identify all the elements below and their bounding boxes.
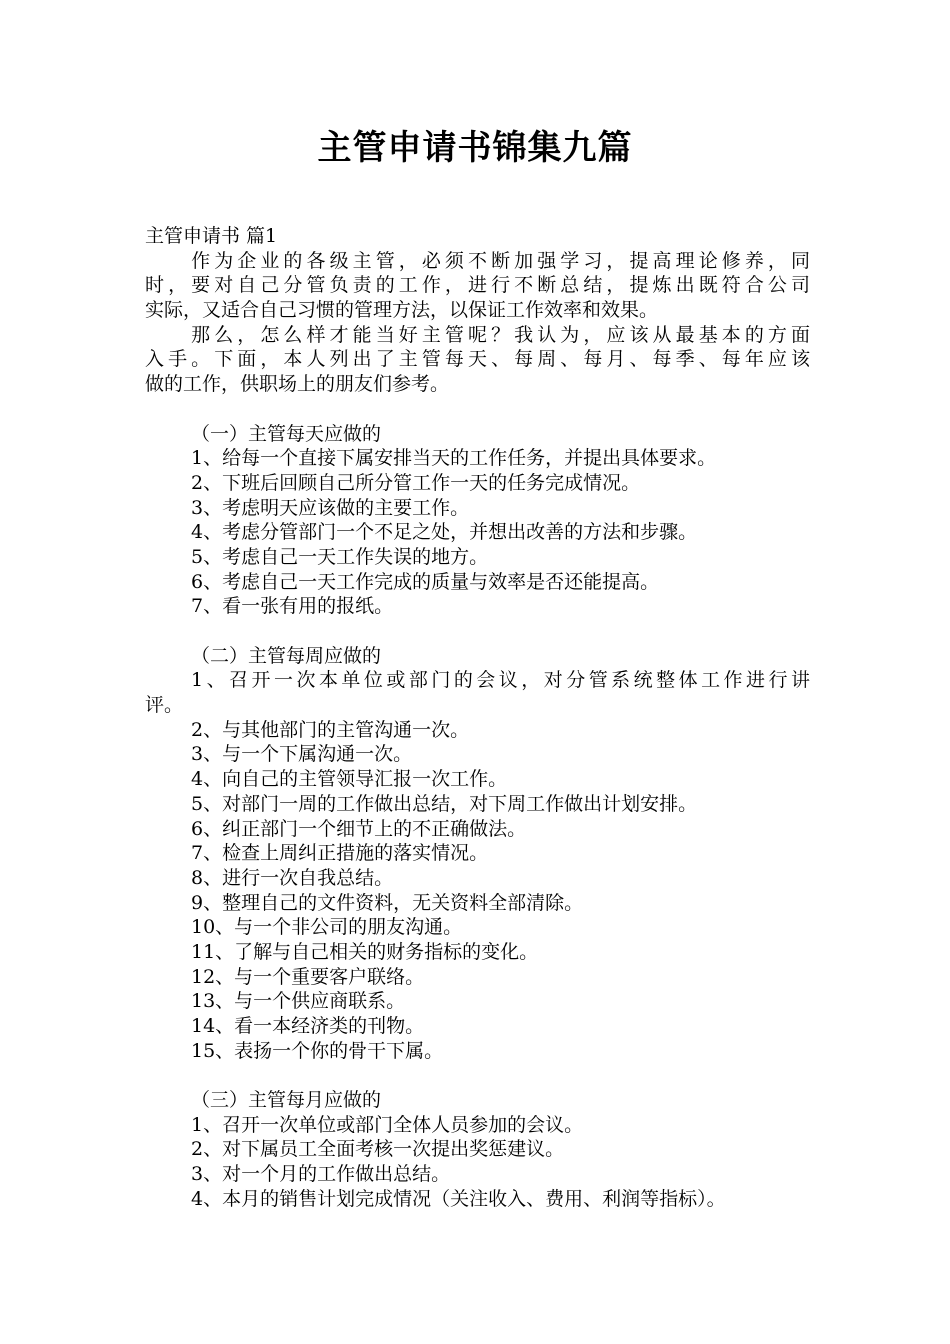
paragraph-line: 时，要对自己分管负责的工作，进行不断总结，提炼出既符合公司 [145,274,810,297]
list-item: 3、对一个月的工作做出总结。 [191,1163,451,1186]
subsection-heading-daily: （一）主管每天应做的 [191,422,382,445]
list-item: 4、考虑分管部门一个不足之处，并想出改善的方法和步骤。 [191,521,698,544]
list-item: 3、与一个下属沟通一次。 [191,743,413,766]
list-item: 10、与一个非公司的朋友沟通。 [191,916,463,939]
list-item: 5、对部门一周的工作做出总结，对下周工作做出计划安排。 [191,792,698,815]
list-item: 1、召开一次单位或部门全体人员参加的会议。 [191,1113,584,1136]
list-item: 15、表扬一个你的骨干下属。 [191,1039,444,1062]
subsection-heading-weekly: （二）主管每周应做的 [191,644,382,667]
list-item: 11、了解与自己相关的财务指标的变化。 [191,940,539,963]
blank-line [145,397,810,422]
list-item: 5、考虑自己一天工作失误的地方。 [191,545,489,568]
list-item: 2、与其他部门的主管沟通一次。 [191,718,470,741]
list-item: 4、本月的销售计划完成情况（关注收入、费用、利润等指标）。 [191,1187,726,1210]
list-item: 2、下班后回顾自己所分管工作一天的任务完成情况。 [191,471,641,494]
document-title: 主管申请书锦集九篇 [317,128,633,168]
blank-line [145,619,810,644]
paragraph-line: 入手。下面，本人列出了主管每天、每周、每月、每季、每年应该 [145,348,810,371]
blank-line [145,1063,810,1088]
section-heading: 主管申请书 篇1 [145,225,278,247]
paragraph-line: 做的工作，供职场上的朋友们参考。 [145,373,450,396]
document-body [145,224,810,1212]
list-item: 7、看一张有用的报纸。 [191,595,394,618]
list-item: 12、与一个重要客户联络。 [191,965,425,988]
list-item: 13、与一个供应商联系。 [191,990,406,1013]
list-item-continuation: 评。 [145,694,184,717]
list-item: 3、考虑明天应该做的主要工作。 [191,496,470,519]
list-item: 1、召开一次本单位或部门的会议，对分管系统整体工作进行讲 [191,669,810,692]
subsection-heading-monthly: （三）主管每月应做的 [191,1089,382,1112]
list-item: 4、向自己的主管领导汇报一次工作。 [191,768,508,791]
paragraph-line: 作为企业的各级主管，必须不断加强学习，提高理论修养，同 [145,249,810,272]
list-item: 8、进行一次自我总结。 [191,866,394,889]
list-item: 2、对下属员工全面考核一次提出奖惩建议。 [191,1138,565,1161]
paragraph-line: 实际，又适合自己习惯的管理方法，以保证工作效率和效果。 [145,299,659,322]
list-item: 7、检查上周纠正措施的落实情况。 [191,842,489,865]
paragraph-line: 那么，怎么样才能当好主管呢？我认为，应该从最基本的方面 [145,323,810,346]
list-item: 6、考虑自己一天工作完成的质量与效率是否还能提高。 [191,570,660,593]
list-item: 6、纠正部门一个细节上的不正确做法。 [191,817,527,840]
list-item: 1、给每一个直接下属安排当天的工作任务，并提出具体要求。 [191,447,717,470]
list-item: 14、看一本经济类的刊物。 [191,1015,425,1037]
list-item: 9、整理自己的文件资料，无关资料全部清除。 [191,891,584,914]
